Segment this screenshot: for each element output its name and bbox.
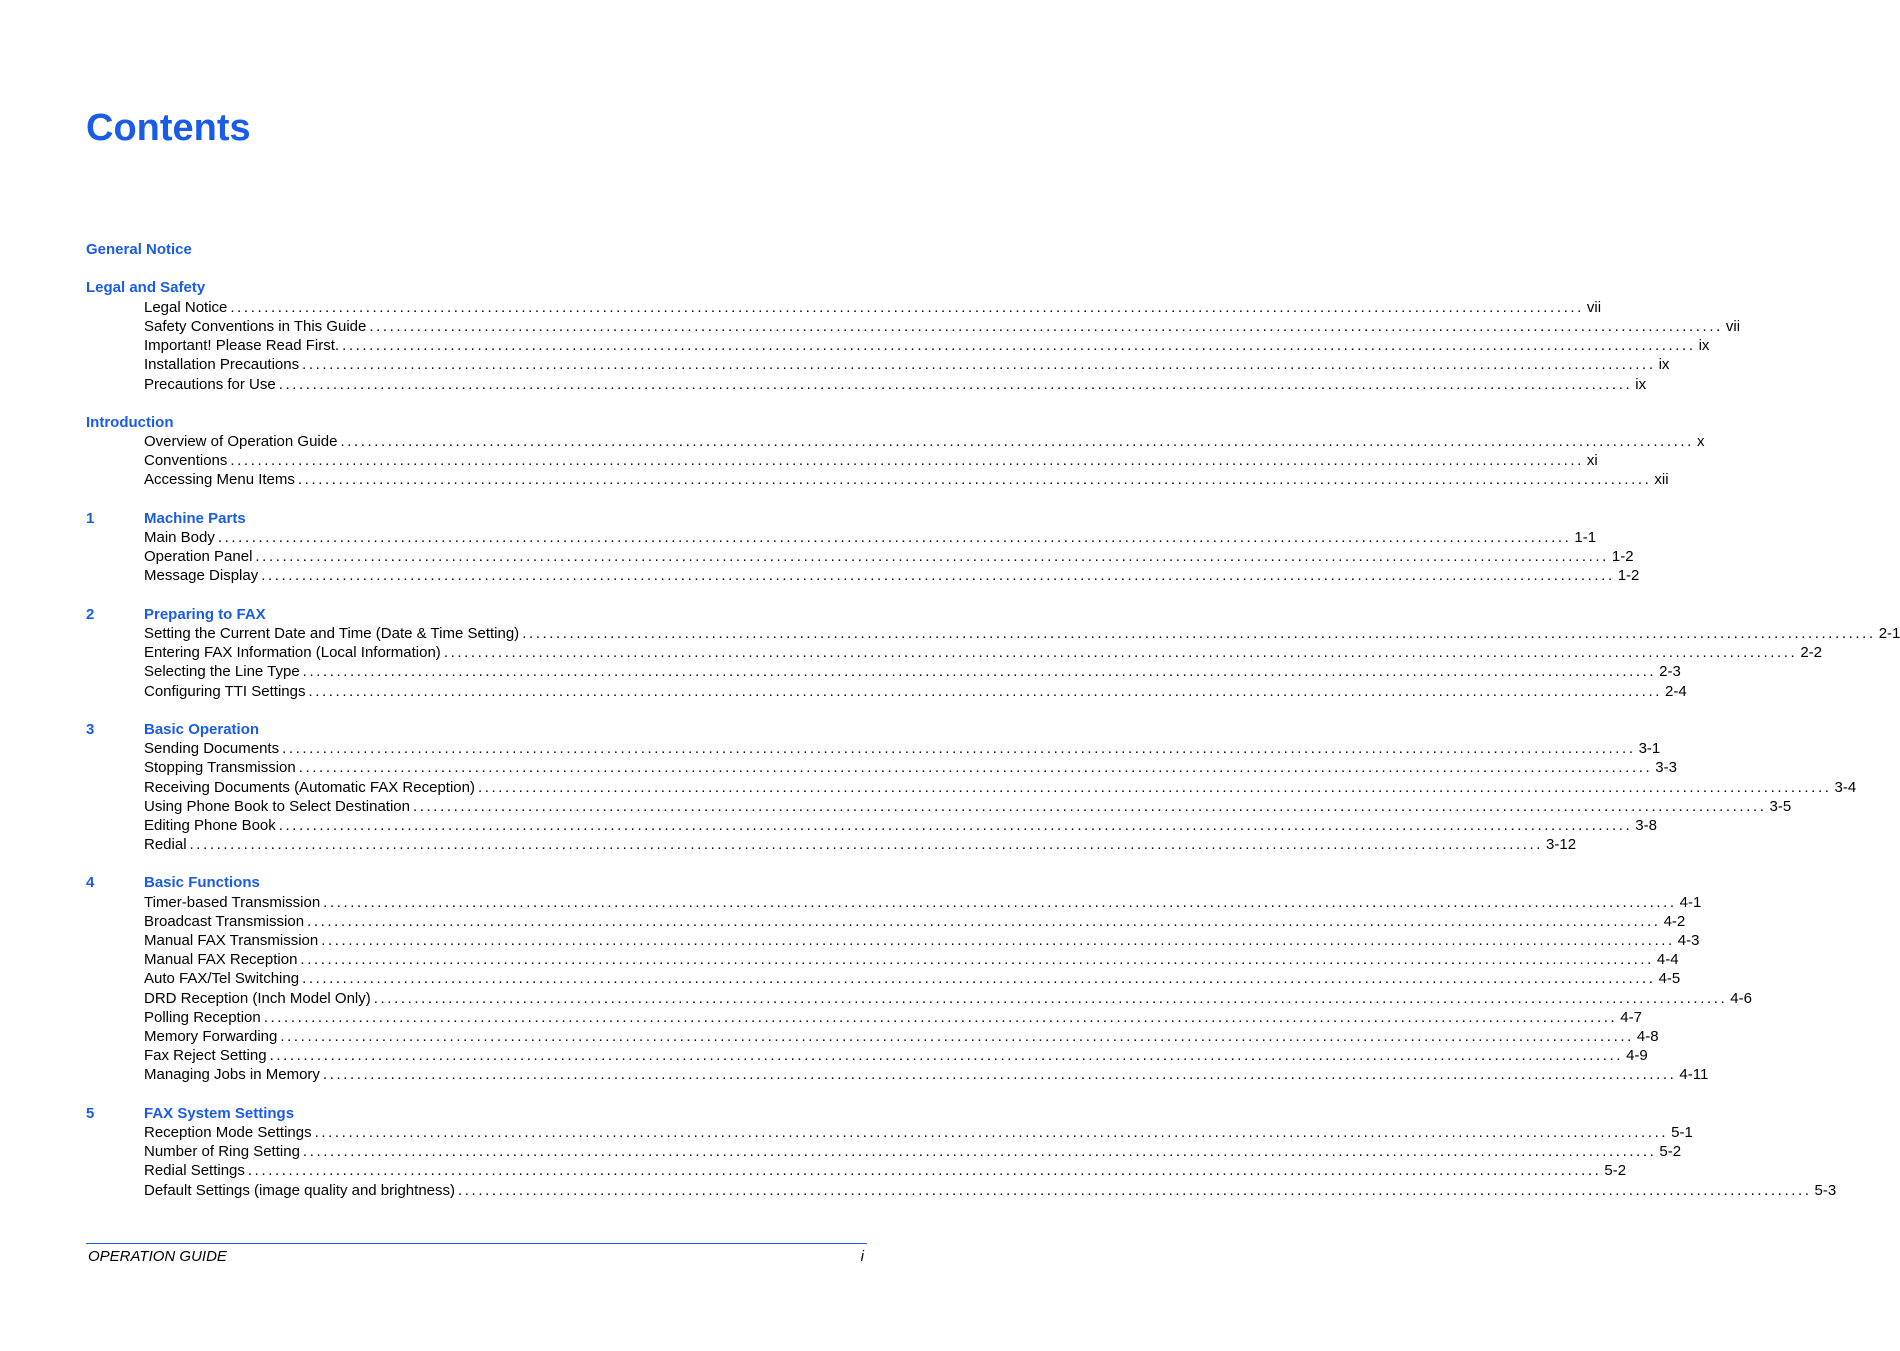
dot-leader: ........................................................................................................................................................................................................: [522, 625, 1876, 643]
toc-entry-page: 4-11: [1679, 1066, 1709, 1084]
toc-entry-page: 3-5: [1769, 797, 1792, 815]
toc-entry[interactable]: [144, 893, 1702, 912]
toc-entry[interactable]: [144, 1065, 1709, 1084]
toc-entry-page: 3-4: [1834, 778, 1857, 796]
toc-entry-label: Installation Precautions: [144, 356, 300, 374]
toc-section-heading[interactable]: [86, 605, 838, 624]
toc-entry-label: Number of Ring Setting: [144, 1143, 300, 1161]
toc-section-heading[interactable]: [86, 413, 838, 432]
dot-leader: ........................................................................................................................................................................................................: [280, 1027, 1634, 1045]
dot-leader: ........................................................................................................................................................................................................: [458, 1181, 1812, 1199]
section-title: Basic Operation: [144, 720, 260, 738]
toc-entry-label: Configuring TTI Settings: [144, 682, 306, 700]
section-number: 4: [86, 874, 95, 892]
dot-leader: ........................................................................................................................................................................................................: [297, 471, 1652, 489]
dot-leader: ........................................................................................................................................................................................................: [369, 317, 1723, 335]
toc-entry-label: Polling Reception: [144, 1008, 261, 1026]
toc-entry-page: 1-1: [1574, 529, 1597, 547]
toc-entry[interactable]: [144, 778, 1857, 797]
toc-entry-label: Memory Forwarding: [144, 1027, 278, 1045]
toc-entry-label: Selecting the Line Type: [144, 663, 300, 681]
toc-entry[interactable]: [144, 624, 1900, 643]
dot-leader: ........................................................................................................................................................................................................: [217, 529, 1572, 547]
toc-entry[interactable]: [144, 797, 1792, 816]
toc-entry[interactable]: [144, 1123, 1693, 1142]
dot-leader: ........................................................................................................................................................................................................: [302, 1143, 1657, 1161]
dot-leader: ........................................................................................................................................................................................................: [340, 433, 1694, 451]
toc-entry[interactable]: [144, 336, 1710, 355]
toc-entry-label: Legal Notice: [144, 298, 228, 316]
toc-entry[interactable]: [144, 470, 1669, 489]
toc-entry-page: 2-2: [1800, 644, 1822, 662]
section-number: 1: [86, 509, 95, 527]
dot-leader: ........................................................................................................................................................................................................: [443, 644, 1798, 662]
section-number: 2: [86, 605, 95, 623]
toc-entry-label: Redial: [144, 836, 187, 854]
dot-leader: ........................................................................................................................................................................................................: [255, 548, 1609, 566]
toc-entry[interactable]: [144, 950, 1679, 969]
toc-entry[interactable]: [144, 816, 1657, 835]
dot-leader: ........................................................................................................................................................................................................: [413, 797, 1767, 815]
toc-entry-label: Setting the Current Date and Time (Date & Time Setting): [144, 625, 520, 643]
footer-divider: [86, 1243, 867, 1244]
section-title: General Notice: [86, 241, 192, 258]
dot-leader: ........................................................................................................................................................................................................: [373, 989, 1728, 1007]
toc-entry-label: Conventions: [144, 452, 228, 470]
toc-entry-page: 1-2: [1611, 548, 1634, 566]
toc-entry-page: 4-5: [1658, 970, 1681, 988]
toc-entry[interactable]: [144, 739, 1661, 758]
toc-entry[interactable]: [144, 912, 1686, 931]
section-title: Basic Functions: [144, 874, 260, 892]
toc-entry-label: Main Body: [144, 529, 215, 547]
toc-entry[interactable]: [144, 547, 1634, 566]
toc-section-heading[interactable]: [86, 1104, 838, 1123]
toc-entry[interactable]: [144, 1161, 1627, 1180]
toc-section: [86, 720, 1857, 855]
toc-entry-label: Manual FAX Transmission: [144, 932, 319, 950]
toc-entry-label: Important! Please Read First.: [144, 337, 340, 355]
toc-entry-page: 4-3: [1677, 932, 1700, 950]
section-title: FAX System Settings: [144, 1104, 295, 1122]
toc-entry-label: Default Settings (image quality and brightness): [144, 1181, 456, 1199]
dot-leader: ........................................................................................................................................................................................................: [308, 682, 1662, 700]
dot-leader: ........................................................................................................................................................................................................: [307, 912, 1661, 930]
dot-leader: ........................................................................................................................................................................................................: [278, 816, 1633, 834]
toc-entry[interactable]: [144, 375, 1647, 394]
toc-entry-label: Safety Conventions in This Guide: [144, 317, 367, 335]
dot-leader: ........................................................................................................................................................................................................: [269, 1047, 1624, 1065]
dot-leader: ........................................................................................................................................................................................................: [189, 836, 1544, 854]
toc-entry[interactable]: [144, 662, 1681, 681]
toc-entry-page: 5-2: [1659, 1143, 1682, 1161]
toc-entry[interactable]: [144, 758, 1677, 777]
dot-leader: ........................................................................................................................................................................................................: [302, 356, 1656, 374]
toc-entry[interactable]: [144, 1027, 1659, 1046]
toc-entry[interactable]: [144, 1046, 1648, 1065]
toc-entry[interactable]: [144, 317, 1741, 336]
toc-entry-label: Broadcast Transmission: [144, 912, 305, 930]
section-title: Preparing to FAX: [144, 605, 266, 623]
toc-entry-label: Fax Reject Setting: [144, 1047, 267, 1065]
toc-section-heading[interactable]: [86, 509, 838, 528]
section-title: Legal and Safety: [86, 279, 206, 297]
toc-entry-label: Precautions for Use: [144, 375, 276, 393]
toc-entry[interactable]: [144, 355, 1670, 374]
toc-entry[interactable]: [144, 643, 1822, 662]
dot-leader: ........................................................................................................................................................................................................: [302, 663, 1657, 681]
toc-entry[interactable]: [144, 989, 1752, 1008]
section-title: Introduction: [86, 413, 174, 431]
section-title: Machine Parts: [144, 509, 246, 527]
toc-entry-label: Redial Settings: [144, 1162, 245, 1180]
toc-section: [86, 873, 1752, 1084]
toc-entry-page: 3-8: [1635, 816, 1657, 834]
toc-entry-page: x: [1696, 433, 1705, 451]
toc-entry-label: Reception Mode Settings: [144, 1123, 312, 1141]
dot-leader: ........................................................................................................................................................................................................: [247, 1162, 1602, 1180]
toc-entry-page: 5-1: [1671, 1123, 1693, 1141]
page-title: Contents: [86, 107, 251, 149]
toc-entry-page: 3-12: [1546, 836, 1577, 854]
toc-entry-label: Using Phone Book to Select Destination: [144, 797, 410, 815]
toc-entry-page: 5-3: [1814, 1181, 1837, 1199]
toc-entry-label: DRD Reception (Inch Model Only): [144, 989, 371, 1007]
toc-section: [86, 605, 1900, 701]
toc-entry-label: Entering FAX Information (Local Information): [144, 644, 441, 662]
dot-leader: ........................................................................................................................................................................................................: [300, 951, 1654, 969]
toc-entry-page: 2-1: [1878, 625, 1900, 643]
toc-section: [86, 240, 838, 259]
toc-entry-page: ix: [1658, 356, 1670, 374]
toc-entry[interactable]: [144, 931, 1700, 950]
toc-entry-label: Operation Panel: [144, 548, 253, 566]
footer-guide-name: OPERATION GUIDE: [88, 1248, 227, 1265]
toc-entry[interactable]: [144, 566, 1640, 585]
toc-entry-page: 4-7: [1620, 1008, 1642, 1026]
toc-section-heading[interactable]: [86, 720, 838, 739]
toc-entry-label: Message Display: [144, 567, 259, 585]
toc-section-heading[interactable]: [86, 278, 838, 297]
toc-entry[interactable]: [144, 1008, 1642, 1027]
toc-entry-page: 1-2: [1617, 567, 1640, 585]
toc-entry-page: 3-1: [1638, 740, 1661, 758]
toc-entry[interactable]: [144, 528, 1597, 547]
toc-entry-page: vii: [1586, 298, 1602, 316]
toc-entry-label: Overview of Operation Guide: [144, 433, 338, 451]
dot-leader: ........................................................................................................................................................................................................: [323, 893, 1677, 911]
toc-entry-label: Sending Documents: [144, 740, 280, 758]
toc-entry[interactable]: [144, 835, 1577, 854]
dot-leader: ........................................................................................................................................................................................................: [302, 970, 1656, 988]
dot-leader: ........................................................................................................................................................................................................: [282, 740, 1636, 758]
toc-entry-label: Stopping Transmission: [144, 759, 296, 777]
toc-entry-label: Receiving Documents (Automatic FAX Reception): [144, 778, 475, 796]
toc-entry-page: xii: [1654, 471, 1669, 489]
toc-entry-page: 2-3: [1659, 663, 1681, 681]
dot-leader: ........................................................................................................................................................................................................: [321, 932, 1675, 950]
toc-entry[interactable]: [144, 682, 1687, 701]
section-number: 3: [86, 720, 95, 738]
toc-entry-page: ix: [1635, 375, 1647, 393]
toc-entry-label: Managing Jobs in Memory: [144, 1066, 320, 1084]
toc-entry-page: ix: [1698, 337, 1710, 355]
dot-leader: ........................................................................................................................................................................................................: [230, 452, 1584, 470]
toc-entry-page: 4-4: [1656, 951, 1679, 969]
toc-entry-page: vii: [1725, 317, 1741, 335]
toc-entry-label: Timer-based Transmission: [144, 893, 321, 911]
toc-entry-label: Accessing Menu Items: [144, 471, 295, 489]
toc-entry-page: 4-2: [1663, 912, 1686, 930]
toc-section: [86, 509, 1640, 586]
toc-entry-page: 3-3: [1655, 759, 1677, 777]
toc-entry-label: Manual FAX Reception: [144, 951, 298, 969]
toc-entry[interactable]: [144, 1142, 1682, 1161]
toc-section: [86, 278, 1741, 393]
dot-leader: ........................................................................................................................................................................................................: [298, 759, 1653, 777]
dot-leader: ........................................................................................................................................................................................................: [322, 1066, 1677, 1084]
toc-section-heading[interactable]: [86, 873, 838, 892]
toc-entry[interactable]: [144, 298, 1602, 317]
toc-entry-page: 2-4: [1664, 682, 1687, 700]
footer-page-number: i: [860, 1248, 864, 1265]
dot-leader: ........................................................................................................................................................................................................: [263, 1008, 1618, 1026]
toc-entry-page: 4-9: [1626, 1047, 1648, 1065]
toc-entry[interactable]: [144, 451, 1598, 470]
toc-entry-label: Editing Phone Book: [144, 816, 276, 834]
toc-entry-label: Auto FAX/Tel Switching: [144, 970, 300, 988]
dot-leader: ........................................................................................................................................................................................................: [342, 337, 1696, 355]
dot-leader: ........................................................................................................................................................................................................: [230, 298, 1584, 316]
toc-section-heading[interactable]: [86, 240, 838, 259]
section-number: 5: [86, 1104, 95, 1122]
table-of-contents: [86, 240, 1900, 1219]
toc-entry-page: xi: [1586, 452, 1598, 470]
toc-entry[interactable]: [144, 432, 1705, 451]
toc-entry-page: 4-8: [1636, 1027, 1659, 1045]
toc-section: [86, 1104, 1837, 1200]
toc-entry-page: 4-1: [1679, 893, 1702, 911]
toc-entry-page: 4-6: [1730, 989, 1752, 1007]
toc-entry[interactable]: [144, 1181, 1837, 1200]
toc-entry-page: 5-2: [1604, 1162, 1627, 1180]
toc-entry[interactable]: [144, 969, 1681, 988]
dot-leader: ........................................................................................................................................................................................................: [261, 567, 1615, 585]
toc-section: [86, 413, 1705, 490]
dot-leader: ........................................................................................................................................................................................................: [278, 375, 1633, 393]
dot-leader: ........................................................................................................................................................................................................: [477, 778, 1832, 796]
dot-leader: ........................................................................................................................................................................................................: [314, 1123, 1669, 1141]
